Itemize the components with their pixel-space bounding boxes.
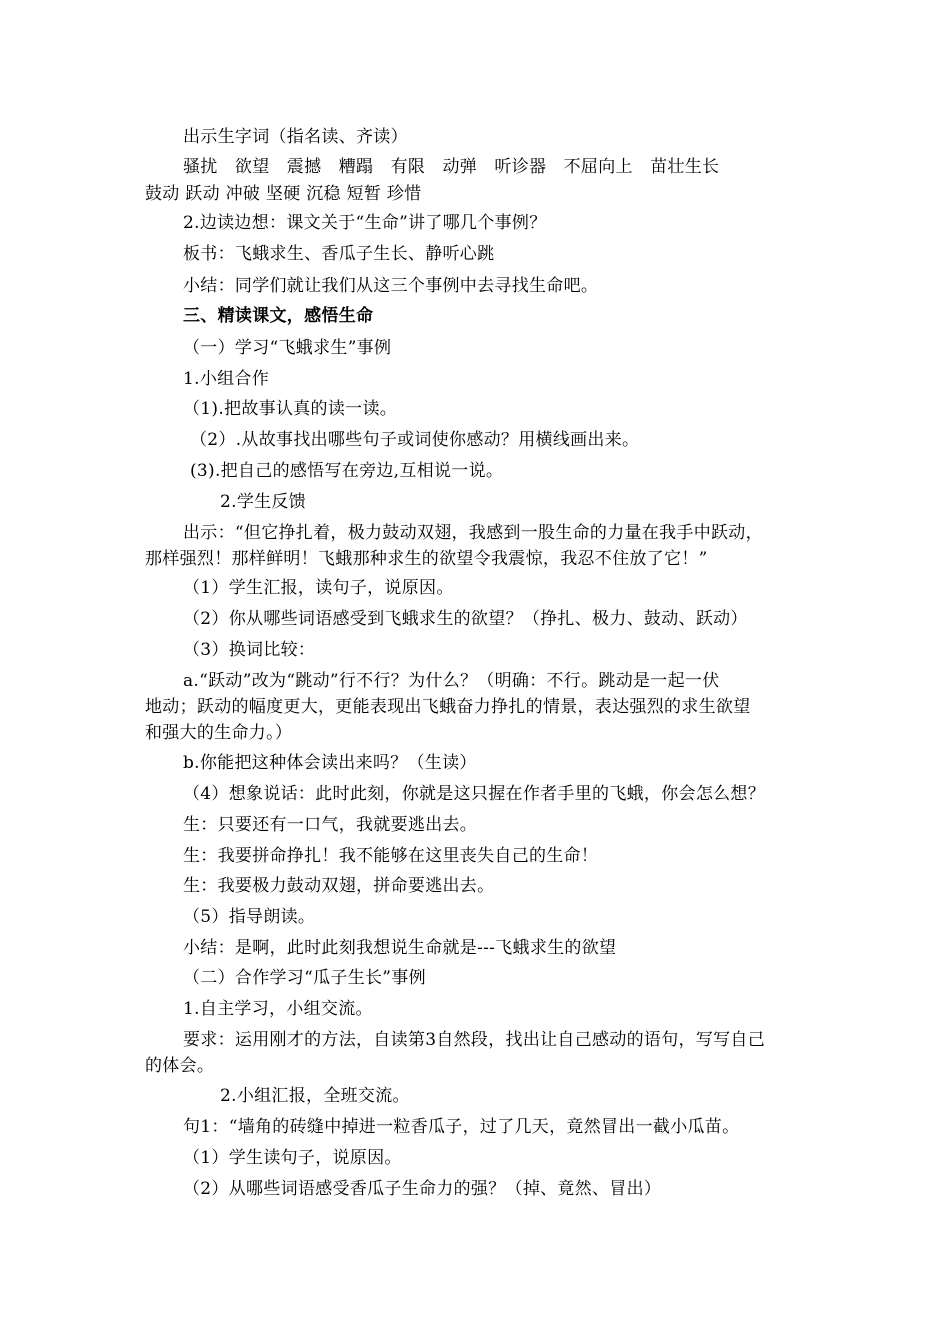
text-line: 生：我要极力鼓动双翅，拼命要逃出去。 [183, 876, 495, 896]
text-line: 2.边读边想：课文关于“生命”讲了哪几个事例？ [183, 213, 547, 233]
text-line: （5）指导朗读。 [183, 907, 316, 927]
text-line: 2.学生反馈 [220, 492, 307, 512]
text-line: 那样强烈！那样鲜明！飞蛾那种求生的欲望令我震惊，我忍不住放了它！” [145, 549, 708, 569]
section-heading: 三、精读课文，感悟生命 [183, 306, 374, 326]
text-line: 小结：同学们就让我们从这三个事例中去寻找生命吧。 [183, 276, 599, 296]
text-line: 鼓动 跃动 冲破 坚硬 沉稳 短暂 珍惜 [145, 184, 422, 204]
text-line: a.“跃动”改为“跳动”行不行？为什么？（明确：不行。跳动是一起一伏 [183, 671, 720, 691]
text-line: （二）合作学习“瓜子生长”事例 [183, 968, 426, 988]
text-line: （1）学生读句子，说原因。 [183, 1148, 402, 1168]
text-line: （1）学生汇报，读句子，说原因。 [183, 578, 454, 598]
text-line: 的体会。 [145, 1056, 215, 1076]
text-line: 生：只要还有一口气，我就要逃出去。 [183, 815, 478, 835]
text-line: 骚扰 欲望 震撼 糟蹋 有限 动弹 听诊器 不屈向上 苗壮生长 [183, 157, 720, 177]
text-line: （3）换词比较： [183, 640, 316, 660]
text-line: （1).把故事认真的读一读。 [183, 399, 398, 419]
text-line: （2）你从哪些词语感受到飞蛾求生的欲望？（挣扎、极力、鼓动、跃动） [183, 609, 748, 629]
text-line: 1.小组合作 [183, 369, 270, 389]
text-line: 要求：运用刚才的方法，自读第3自然段，找出让自己感动的语句，写写自己 [183, 1030, 766, 1050]
text-line: 板书：飞蛾求生、香瓜子生长、静听心跳 [183, 244, 495, 264]
text-line: 1.自主学习，小组交流。 [183, 999, 373, 1019]
text-line: （4）想象说话：此时此刻，你就是这只握在作者手里的飞蛾，你会怎么想？ [183, 784, 766, 804]
text-line: （一）学习“飞蛾求生”事例 [183, 338, 392, 358]
text-line: 2.小组汇报，全班交流。 [220, 1086, 410, 1106]
text-line: 句1：“墙角的砖缝中掉进一粒香瓜子，过了几天，竟然冒出一截小瓜苗。 [183, 1117, 740, 1137]
text-line: (3).把自己的感悟写在旁边,互相说一说。 [190, 461, 504, 481]
text-line: b.你能把这种体会读出来吗？（生读） [183, 753, 477, 773]
text-line: 出示：“但它挣扎着，极力鼓动双翅，我感到一股生命的力量在我手中跃动， [183, 523, 763, 543]
text-line: 出示生字词（指名读、齐读） [183, 127, 408, 147]
text-line: 小结：是啊，此时此刻我想说生命就是---飞蛾求生的欲望 [183, 938, 617, 958]
text-line: 生：我要拼命挣扎！我不能够在这里丧失自己的生命！ [183, 846, 599, 866]
text-line: 地动；跃动的幅度更大，更能表现出飞蛾奋力挣扎的情景，表达强烈的求生欲望 [145, 697, 751, 717]
text-line: （2）.从故事找出哪些句子或词使你感动？用横线画出来。 [190, 430, 640, 450]
text-line: 和强大的生命力。） [145, 723, 293, 743]
text-line: （2）从哪些词语感受香瓜子生命力的强？（掉、竟然、冒出） [183, 1179, 662, 1199]
